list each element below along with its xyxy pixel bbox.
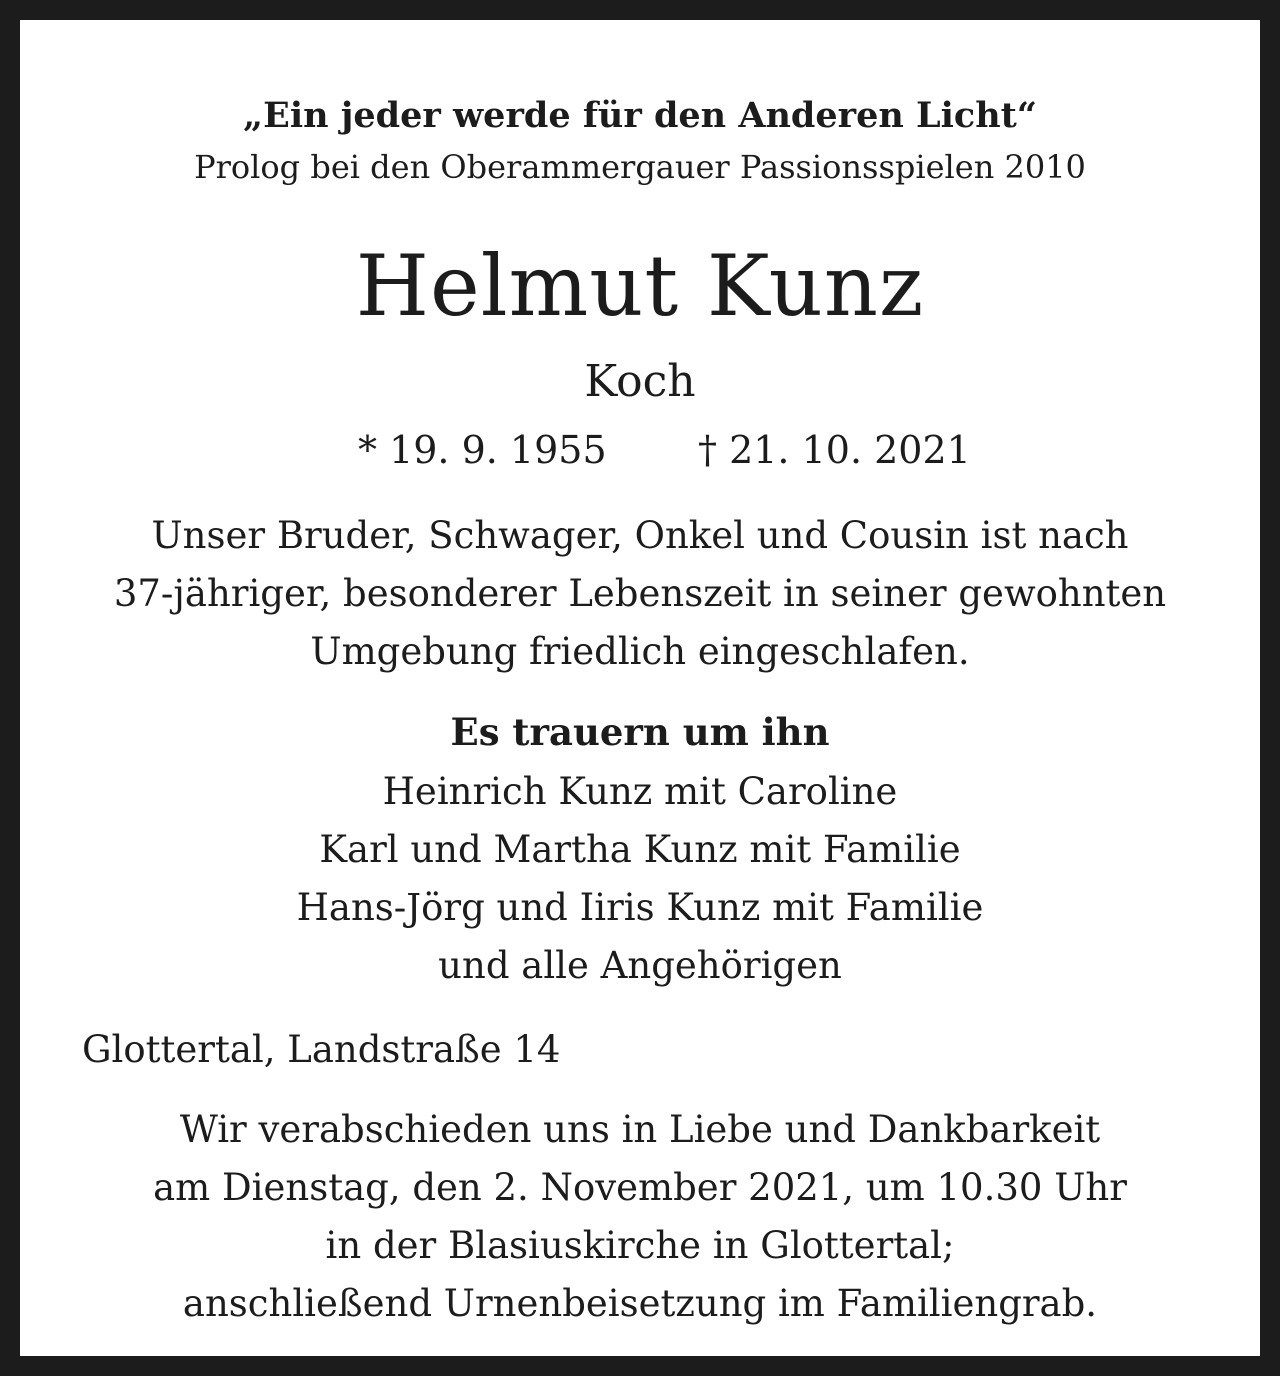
mourner-name: Hans-Jörg und Iiris Kunz mit Familie [296, 886, 984, 929]
birth-date: * 19. 9. 1955 [358, 428, 607, 472]
family-address: Glottertal, Landstraße 14 [82, 1028, 561, 1071]
mourner-name: Heinrich Kunz mit Caroline [382, 770, 898, 813]
mourner-name: Karl und Martha Kunz mit Familie [319, 828, 961, 871]
mourners-heading: Es trauern um ihn [450, 710, 830, 754]
funeral-line: in der Blasiuskirche in Glottertal; [325, 1224, 955, 1267]
funeral-line: Wir verabschieden uns in Liebe und Dankbarkeit [179, 1108, 1101, 1151]
funeral-line: anschließend Urnenbeisetzung im Familiengrab. [182, 1282, 1098, 1325]
motto-quote: „Ein jeder werde für den Anderen Licht“ [243, 95, 1037, 136]
funeral-line: am Dienstag, den 2. November 2021, um 10.30 Uhr [153, 1166, 1127, 1209]
mourner-name: und alle Angehörigen [438, 944, 842, 987]
announcement-line: 37-jähriger, besonderer Lebenszeit in seiner gewohnten [113, 572, 1167, 615]
deceased-profession: Koch [584, 356, 696, 407]
announcement-line: Unser Bruder, Schwager, Onkel und Cousin ist nach [151, 514, 1129, 557]
announcement-line: Umgebung friedlich eingeschlafen. [310, 630, 970, 673]
death-date: † 21. 10. 2021 [698, 428, 971, 472]
motto-source: Prolog bei den Oberammergauer Passionsspielen 2010 [194, 148, 1086, 186]
deceased-name: Helmut Kunz [355, 237, 925, 335]
